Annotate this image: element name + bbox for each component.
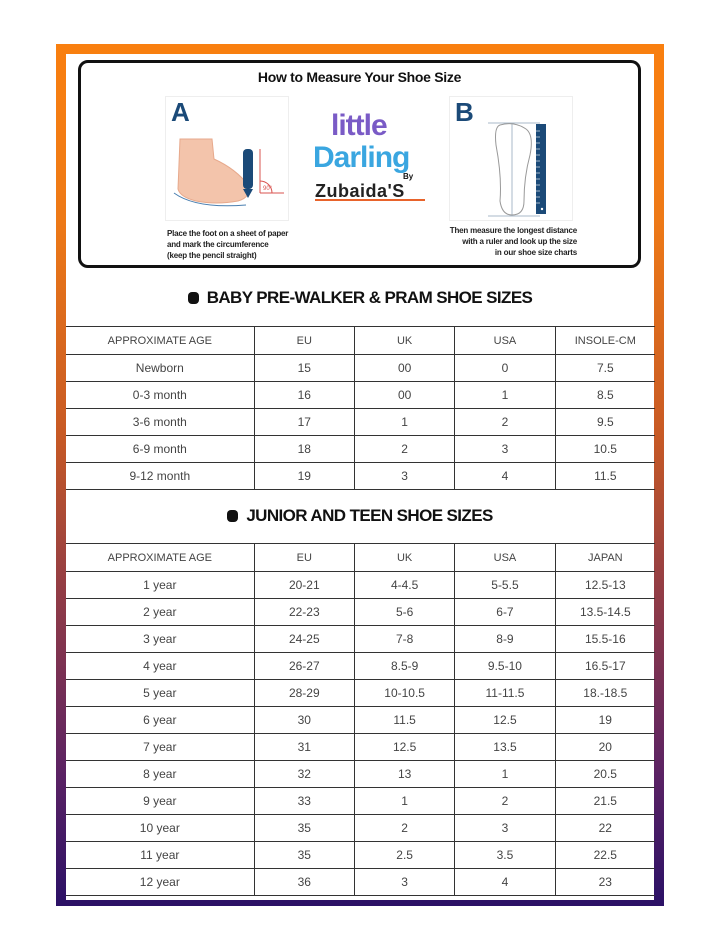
table-cell: 22 [555, 815, 655, 842]
table-cell: 9.5-10 [455, 653, 555, 680]
table-cell: 9-12 month [66, 463, 254, 490]
junior-size-table [66, 543, 655, 896]
table-cell: 3 [455, 436, 555, 463]
table-cell: 3.5 [455, 842, 555, 869]
table-cell: 13.5-14.5 [555, 599, 655, 626]
table-cell: 13.5 [455, 734, 555, 761]
bullet-icon [227, 510, 238, 522]
table-cell: 20.5 [555, 761, 655, 788]
table-cell: 00 [354, 382, 454, 409]
table-cell: 12.5-13 [555, 572, 655, 599]
bullet-icon [188, 292, 199, 304]
table-cell: 20 [555, 734, 655, 761]
table-cell: 8 year [66, 761, 254, 788]
table-cell: 5-6 [354, 599, 454, 626]
table-cell: 5 year [66, 680, 254, 707]
table-cell: 6 year [66, 707, 254, 734]
baby-section-heading [66, 288, 654, 308]
table-cell: 22-23 [254, 599, 354, 626]
table-cell: Newborn [66, 355, 254, 382]
table-cell: 3 year [66, 626, 254, 653]
table-cell: 11.5 [555, 463, 655, 490]
table-cell: 10.5 [555, 436, 655, 463]
column-header: USA [455, 327, 555, 355]
table-cell: 2 year [66, 599, 254, 626]
table-cell: 12.5 [455, 707, 555, 734]
table-cell: 2 [354, 815, 454, 842]
table-cell: 17 [254, 409, 354, 436]
table-row [66, 788, 655, 815]
table-cell: 18 [254, 436, 354, 463]
table-row [66, 599, 655, 626]
table-cell: 4-4.5 [354, 572, 454, 599]
table-row [66, 572, 655, 599]
table-cell: 28-29 [254, 680, 354, 707]
table-cell: 10 year [66, 815, 254, 842]
table-header-row [66, 544, 655, 572]
table-cell: 12.5 [354, 734, 454, 761]
table-cell: 19 [254, 463, 354, 490]
table-row [66, 653, 655, 680]
caption-line: Place the foot on a sheet of paper [167, 229, 289, 238]
table-cell: 3 [354, 869, 454, 896]
table-cell: 1 [354, 788, 454, 815]
table-cell: 0 [455, 355, 555, 382]
step-b-letter: B [455, 97, 474, 127]
column-header: EU [254, 544, 354, 572]
table-cell: 33 [254, 788, 354, 815]
caption-line: with a ruler and look up the size [462, 237, 577, 246]
table-cell: 24-25 [254, 626, 354, 653]
table-cell: 30 [254, 707, 354, 734]
table-row [66, 707, 655, 734]
table-cell: 3 [455, 815, 555, 842]
table-row [66, 842, 655, 869]
table-cell: 11 year [66, 842, 254, 869]
table-row [66, 869, 655, 896]
junior-section-heading [66, 506, 654, 526]
table-cell: 0-3 month [66, 382, 254, 409]
table-cell: 1 [455, 382, 555, 409]
column-header: JAPAN [555, 544, 655, 572]
table-cell: 4 year [66, 653, 254, 680]
table-cell: 9 year [66, 788, 254, 815]
table-row [66, 734, 655, 761]
table-cell: 3 [354, 463, 454, 490]
table-cell: 21.5 [555, 788, 655, 815]
how-to-measure-box [78, 60, 641, 268]
table-cell: 11-11.5 [455, 680, 555, 707]
table-cell: 26-27 [254, 653, 354, 680]
table-cell: 5-5.5 [455, 572, 555, 599]
table-cell: 16 [254, 382, 354, 409]
table-cell: 9.5 [555, 409, 655, 436]
table-cell: 2 [455, 788, 555, 815]
caption-line: in our shoe size charts [494, 248, 577, 257]
column-header: UK [354, 327, 454, 355]
table-cell: 8.5-9 [354, 653, 454, 680]
table-cell: 19 [555, 707, 655, 734]
table-row [66, 463, 655, 490]
table-cell: 2 [455, 409, 555, 436]
logo-line2: Darling [313, 141, 410, 174]
junior-section-title: JUNIOR AND TEEN SHOE SIZES [246, 506, 493, 525]
column-header: INSOLE-CM [555, 327, 655, 355]
table-cell: 6-7 [455, 599, 555, 626]
table-cell: 1 [354, 409, 454, 436]
table-cell: 10-10.5 [354, 680, 454, 707]
column-header: USA [455, 544, 555, 572]
step-a-caption [167, 228, 288, 261]
table-cell: 36 [254, 869, 354, 896]
column-header: APPROXIMATE AGE [66, 327, 254, 355]
table-cell: 7 year [66, 734, 254, 761]
table-cell: 2.5 [354, 842, 454, 869]
table-row [66, 436, 655, 463]
table-cell: 7-8 [354, 626, 454, 653]
baby-section-title: BABY PRE-WALKER & PRAM SHOE SIZES [206, 288, 533, 307]
step-a-letter: A [171, 97, 190, 127]
angle-label: 90° [263, 186, 273, 192]
table-row [66, 680, 655, 707]
table-cell: 16.5-17 [555, 653, 655, 680]
caption-line: (keep the pencil straight) [167, 251, 257, 260]
column-header: APPROXIMATE AGE [66, 544, 254, 572]
table-cell: 15 [254, 355, 354, 382]
table-cell: 8.5 [555, 382, 655, 409]
table-cell: 15.5-16 [555, 626, 655, 653]
caption-line: and mark the circumference [167, 240, 269, 249]
step-b-illustration [449, 96, 573, 221]
step-a-illustration [165, 96, 289, 221]
table-cell: 23 [555, 869, 655, 896]
svg-text:little [331, 109, 387, 142]
table-row [66, 409, 655, 436]
table-cell: 1 [455, 761, 555, 788]
logo-line1: little [331, 109, 387, 142]
step-b-caption [421, 225, 577, 258]
table-cell: 12 year [66, 869, 254, 896]
table-cell: 31 [254, 734, 354, 761]
table-cell: 35 [254, 842, 354, 869]
column-header: UK [354, 544, 454, 572]
how-to-measure-title: How to Measure Your Shoe Size [257, 69, 462, 85]
table-cell: 4 [455, 463, 555, 490]
table-cell: 13 [354, 761, 454, 788]
table-cell: 3-6 month [66, 409, 254, 436]
table-cell: 35 [254, 815, 354, 842]
table-cell: 22.5 [555, 842, 655, 869]
baby-size-table [66, 326, 655, 490]
table-header-row [66, 327, 655, 355]
table-cell: 6-9 month [66, 436, 254, 463]
table-cell: 32 [254, 761, 354, 788]
table-cell: 00 [354, 355, 454, 382]
little-darling-logo [307, 97, 437, 207]
logo-brand: Zubaida'S [315, 181, 405, 201]
table-cell: 7.5 [555, 355, 655, 382]
table-cell: 18.-18.5 [555, 680, 655, 707]
table-cell: 1 year [66, 572, 254, 599]
column-header: EU [254, 327, 354, 355]
table-row [66, 626, 655, 653]
table-row [66, 382, 655, 409]
table-row [66, 761, 655, 788]
table-row [66, 815, 655, 842]
logo-by: By [403, 172, 414, 181]
table-cell: 4 [455, 869, 555, 896]
table-cell: 2 [354, 436, 454, 463]
table-cell: 8-9 [455, 626, 555, 653]
table-cell: 20-21 [254, 572, 354, 599]
caption-line: Then measure the longest distance [449, 226, 577, 235]
table-cell: 11.5 [354, 707, 454, 734]
table-row [66, 355, 655, 382]
